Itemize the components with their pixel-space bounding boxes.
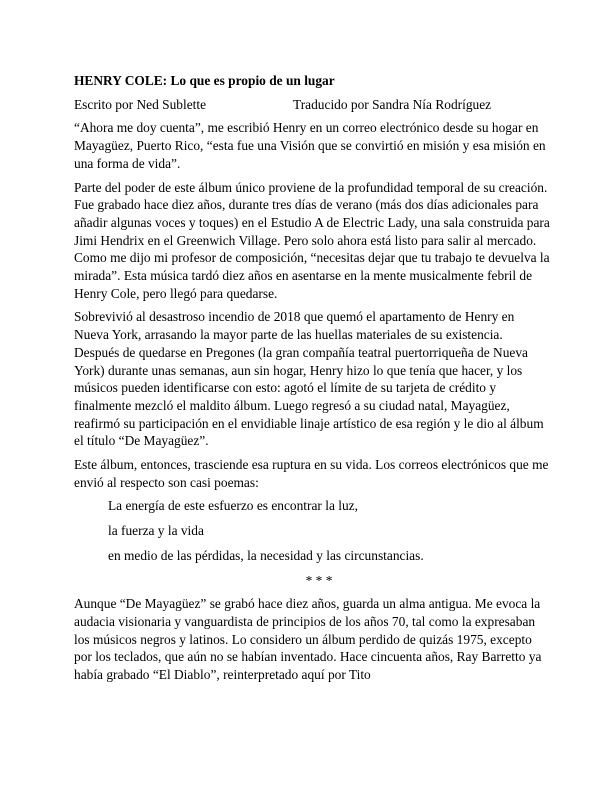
document-title: HENRY COLE: Lo que es propio de un lugar — [74, 73, 335, 88]
paragraph-fire-survival: Sobrevivió al desastroso incendio de 2018 que quemó el apartamento de Henry en Nueva York, arrasando la mayor parte de las huellas materiales de su existencia. Después de quedarse en Pregones (la gran compañía teatral puertorriqueña de Nueva York) durante unas semanas, aun sin hogar, Henry hizo lo que tenía que hacer, y los músicos pueden identificarse con esto: agotó el límite de su tarjeta de crédito y finalmente mezcló el maldito álbum. Luego regresó a su ciudad natal, Mayagüez, reafirmó su participación en el envidiable linaje artístico de esa región y le dio al álbum el título “De Mayagüez”. — [74, 309, 544, 449]
poem-line: La energía de este esfuerzo es encontrar la luz, — [108, 498, 358, 514]
byline — [74, 96, 550, 114]
paragraph-emails: Este álbum, entonces, trasciende esa ruptura en su vida. Los correos electrónicos que me envió al respecto son casi poemas: — [74, 457, 549, 490]
paragraph-quote-intro: “Ahora me doy cuenta”, me escribió Henry en un correo electrónico desde su hogar en Mayagüez, Puerto Rico, “esta fue una Visión que se convirtió en misión y esa misión en una forma de vida”. — [74, 120, 546, 171]
document-page — [74, 72, 550, 690]
poem-block — [74, 497, 550, 564]
poem-line: en medio de las pérdidas, la necesidad y las circunstancias. — [108, 547, 424, 563]
poem-line: la fuerza y la vida — [108, 523, 204, 539]
paragraph-old-soul: Aunque “De Mayagüez” se grabó hace diez años, guarda un alma antigua. Me evoca la audacia visionaria y vanguardista de principios de los años 70, tal como la expresaban los músicos negros y latinos. Lo considero un álbum perdido de quizás 1975, excepto por los teclados, que aún no se habían inventado. Hace cincuenta años, Ray Barretto ya había grabado “El Diablo”, reinterpretado aquí por Tito — [74, 596, 542, 683]
translator-credit: Traducido por Sandra Nía Rodríguez — [293, 96, 492, 112]
section-separator: * * * — [305, 572, 333, 588]
paragraph-album-origin: Parte del poder de este álbum único proviene de la profundidad temporal de su creación. Fue grabado hace diez años, durante tres días de verano (más dos días adicionales para añadir algunas voces y toques) en el Estudio A de Electric Lady, una sala construida para Jimi Hendrix en el Greenwich Village. Pero solo ahora está listo para salir al mercado. Como me dijo mi profesor de composición, “necesitas dejar que tu trabajo te devuelva la mirada”. Esta música tardó diez años en asentarse en la mente musicalmente febril de Henry Cole, pero llegó para quedarse. — [74, 179, 550, 301]
author-credit: Escrito por Ned Sublette — [74, 96, 207, 112]
